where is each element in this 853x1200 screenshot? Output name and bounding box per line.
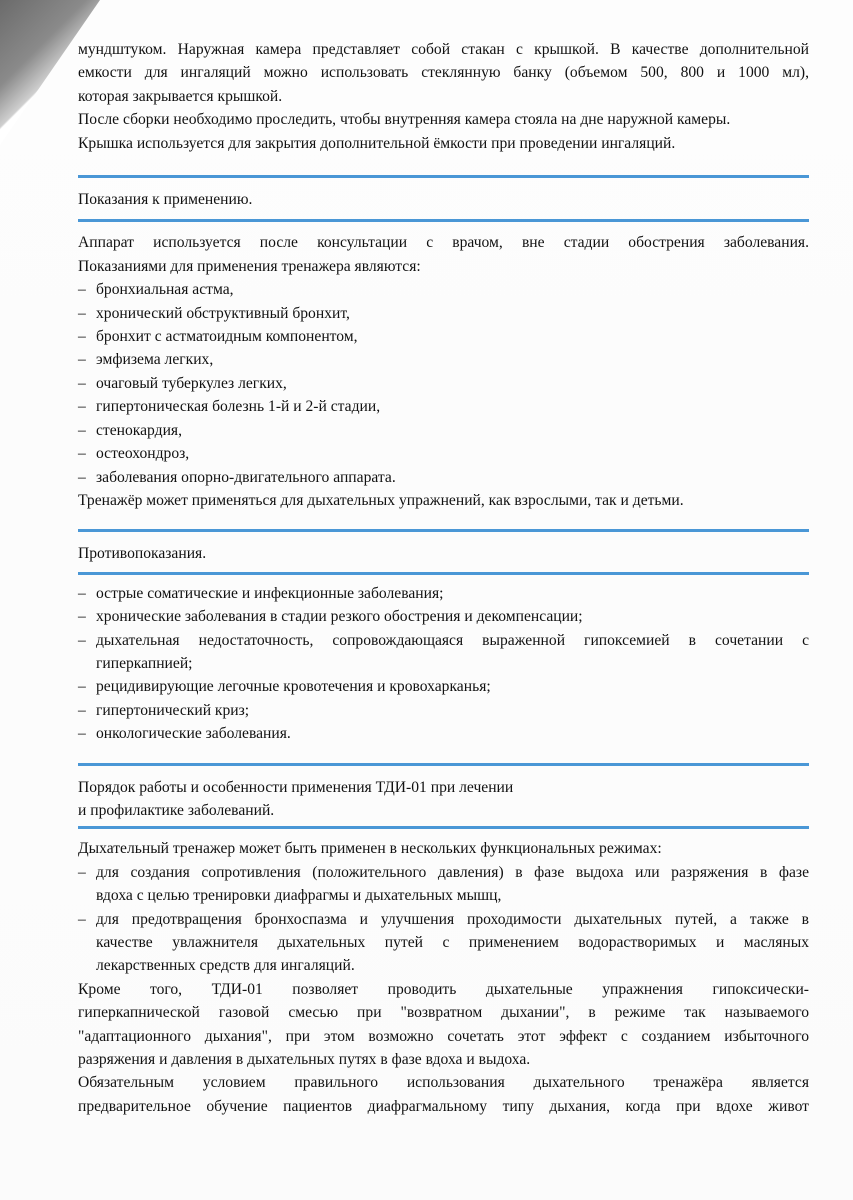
indications-intro: Аппарат используется после консультации с врачом, вне стадии обострения заболевания. [78,234,809,252]
dash-bullet: – [78,725,86,743]
indications-list [78,278,809,489]
dash-bullet: – [78,328,86,346]
intro-line: мундштуком. Наружная камера представляет собой стакан с крышкой. В качестве дополнительной [78,41,809,58]
indications-heading: Показания к применению. [78,191,253,209]
list-item: – заболевания опорно-двигательного аппарата. [78,466,809,489]
list-item: – эмфизема легких, [78,348,809,371]
indications-closing: Тренажёр может применяться для дыхательных упражнений, как взрослыми, так и детьми. [78,491,684,509]
intro-line: емкости для ингаляций можно использовать стеклянную банку (объемом 500, 800 и 1000 мл), [78,64,809,82]
list-item: – рецидивирующие легочные кровотечения и кровохарканья; [78,675,809,698]
list-item: – бронхиальная астма, [78,278,809,301]
list-item: – для создания сопротивления (положительного давления) в фазе выдоха или разряжения в фазе [78,861,809,884]
intro-line: которая закрывается крышкой. [78,87,283,105]
list-item-continuation: лекарственных средств для ингаляций. [96,957,355,975]
dash-bullet: – [78,910,86,928]
indications-intro: Показаниями для применения тренажера являются: [78,257,421,275]
procedure-paragraph: "адаптационного дыхания", при этом возможно сочетать этот эффект с созданием избыточного [78,1027,809,1045]
assembly-note: После сборки необходимо проследить, чтобы внутренняя камера стояла на дне наружной камеры. [78,111,731,129]
dash-bullet: – [78,374,86,392]
list-item: – дыхательная недостаточность, сопровождающаяся выраженной гипоксемией в сочетании с [78,629,809,652]
dash-bullet: – [78,863,86,881]
list-item: – хронический обструктивный бронхит, [78,302,809,325]
dash-bullet: – [78,608,86,626]
list-item: – стенокардия, [78,419,809,442]
procedure-heading: и профилактике заболеваний. [78,801,275,819]
list-item: – бронхит с астматоидным компонентом, [78,325,809,348]
procedure-paragraph: Обязательным условием правильного использования дыхательного тренажёра является [78,1074,809,1092]
dash-bullet: – [78,678,86,696]
list-item: – очаговый туберкулез легких, [78,372,809,395]
document-body [78,38,809,1118]
list-item-continuation: качестве увлажнителя дыхательных путей с применением водорастворимых и масляных [96,934,809,951]
contraindications-list [78,582,809,746]
list-item: – хронические заболевания в стадии резкого обострения и декомпенсации; [78,605,809,628]
lid-note: Крышка используется для закрытия дополнительной ёмкости при проведении ингаляций. [78,134,676,152]
dash-bullet: – [78,351,86,369]
list-item-continuation: вдоха с целью тренировки диафрагмы и дыхательных мышц, [96,887,502,905]
procedure-paragraph: предварительное обучение пациентов диафрагмальному типу дыхания, когда при вдохе живот [78,1097,809,1115]
dash-bullet: – [78,631,86,649]
list-item: – для предотвращения бронхоспазма и улучшения проходимости дыхательных путей, а также в [78,908,809,931]
dash-bullet: – [78,421,86,439]
procedure-paragraph: разряжения и давления в дыхательных путях в фазе вдоха и выдоха. [78,1051,531,1069]
procedure-heading: Порядок работы и особенности применения ТДИ-01 при лечении [78,778,514,796]
procedure-intro: Дыхательный тренажер может быть применен в нескольких функциональных режимах: [78,840,662,858]
list-item: – острые соматические и инфекционные заболевания; [78,582,809,605]
list-item-continuation: гиперкапнией; [96,654,193,672]
list-item: – остеохондроз, [78,442,809,465]
procedure-paragraph: Кроме того, ТДИ-01 позволяет проводить дыхательные упражнения гипоксически- [78,980,809,998]
dash-bullet: – [78,281,86,299]
dash-bullet: – [78,398,86,416]
dash-bullet: – [78,701,86,719]
list-item: – гипертонический криз; [78,699,809,722]
dash-bullet: – [78,584,86,602]
dash-bullet: – [78,445,86,463]
procedure-paragraph: гиперкапнической газовой смесью при "возвратном дыхании", в режиме так называемого [78,1004,809,1022]
contraindications-heading: Противопоказания. [78,545,207,563]
dash-bullet: – [78,468,86,486]
list-item: – гипертоническая болезнь 1-й и 2-й стадии, [78,395,809,418]
list-item: – онкологические заболевания. [78,722,809,745]
dash-bullet: – [78,304,86,322]
